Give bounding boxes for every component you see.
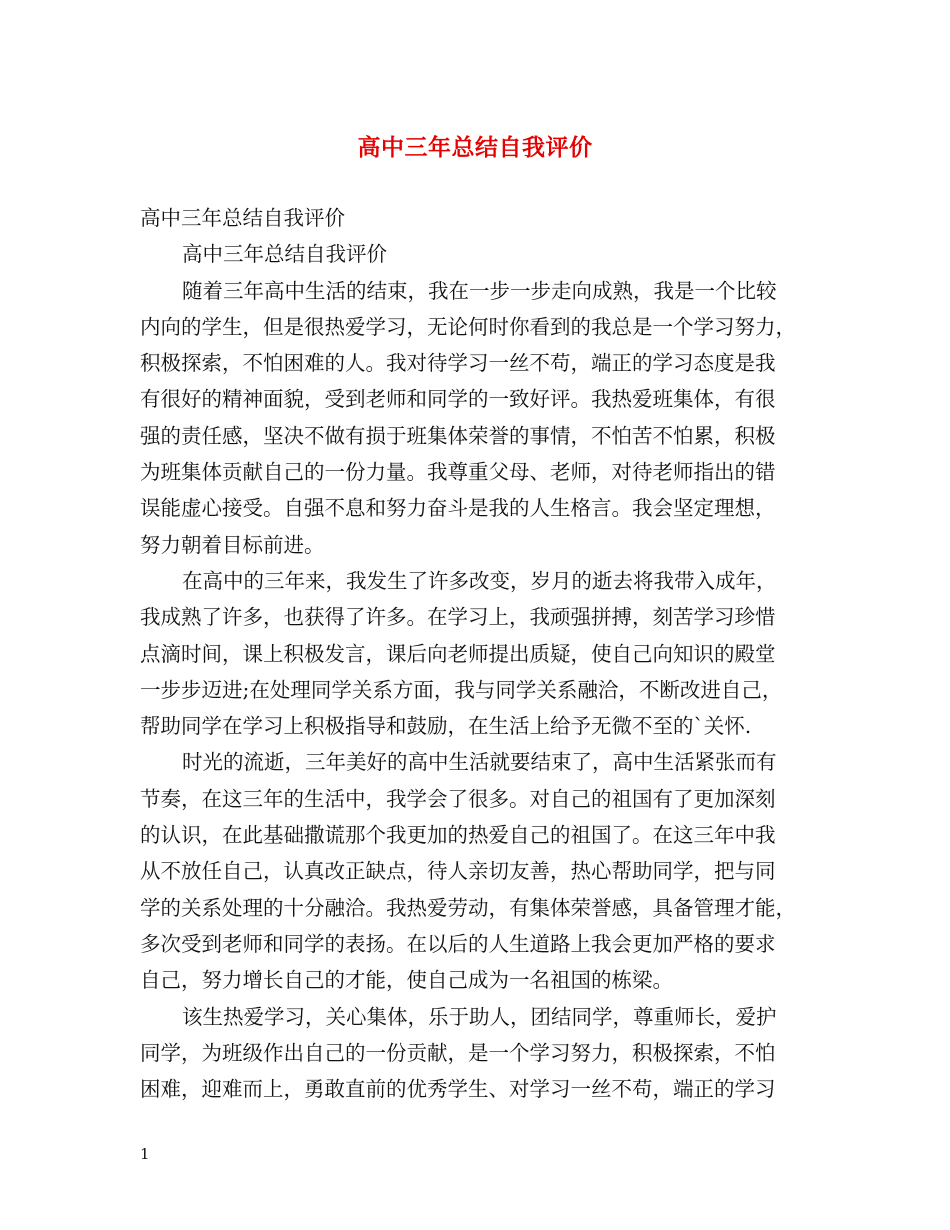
text-line: 积极探索，不怕困难的人。我对待学习一丝不苟，端正的学习态度是我 (140, 351, 776, 376)
text-line: 内向的学生，但是很热爱学习，无论何时你看到的我总是一个学习努力， (140, 314, 796, 339)
text-line: 随着三年高中生活的结束，我在一步一步走向成熟，我是一个比较 (182, 278, 777, 303)
text-line: 我成熟了许多，也获得了许多。在学习上，我顽强拼搏，刻苦学习珍惜 (140, 605, 776, 630)
text-line: 该生热爱学习，关心集体，乐于助人，团结同学，尊重师长，爱护 (182, 1004, 777, 1029)
text-line: 同学，为班级作出自己的一份贡献，是一个学习努力，积极探索，不怕 (140, 1040, 776, 1065)
document-title: 高中三年总结自我评价 (357, 134, 593, 161)
text-line: 为班集体贡献自己的一份力量。我尊重父母、老师，对待老师指出的错 (140, 460, 776, 485)
text-line: 时光的流逝，三年美好的高中生活就要结束了，高中生活紧张而有 (182, 750, 777, 775)
text-line: 从不放任自己，认真改正缺点，待人亲切友善，热心帮助同学，把与同 (140, 859, 776, 884)
page-number: 1 (140, 1145, 150, 1163)
text-line: 高中三年总结自我评价 (182, 242, 387, 267)
text-line: 困难，迎难而上，勇敢直前的优秀学生、对学习一丝不苟，端正的学习 (140, 1077, 776, 1102)
document-body (140, 200, 820, 1107)
text-line: 高中三年总结自我评价 (140, 206, 345, 230)
text-line: 在高中的三年来，我发生了许多改变，岁月的逝去将我带入成年， (182, 568, 777, 593)
text-line: 努力朝着目标前进。 (140, 532, 325, 557)
text-line: 误能虚心接受。自强不息和努力奋斗是我的人生格言。我会坚定理想， (140, 496, 776, 521)
text-line: 点滴时间，课上积极发言，课后向老师提出质疑，使自己向知识的殿堂 (140, 641, 776, 666)
text-line: 学的关系处理的十分融洽。我热爱劳动，有集体荣誉感，具备管理才能， (140, 895, 796, 920)
text-line: 强的责任感，坚决不做有损于班集体荣誉的事情，不怕苦不怕累，积极 (140, 423, 776, 448)
text-line: 有很好的精神面貌，受到老师和同学的一致好评。我热爱班集体，有很 (140, 387, 776, 412)
text-line: 自己，努力增长自己的才能，使自己成为一名祖国的栋梁。 (140, 968, 673, 993)
text-line: 的认识，在此基础撒谎那个我更加的热爱自己的祖国了。在这三年中我 (140, 823, 776, 848)
text-line: 帮助同学在学习上积极指导和鼓励，在生活上给予无微不至的`关怀. (140, 714, 752, 739)
text-line: 节奏，在这三年的生活中，我学会了很多。对自己的祖国有了更加深刻 (140, 786, 776, 811)
text-line: 一步步迈进;在处理同学关系方面，我与同学关系融洽，不断改进自己， (140, 677, 783, 702)
text-line: 多次受到老师和同学的表扬。在以后的人生道路上我会更加严格的要求 (140, 931, 776, 956)
